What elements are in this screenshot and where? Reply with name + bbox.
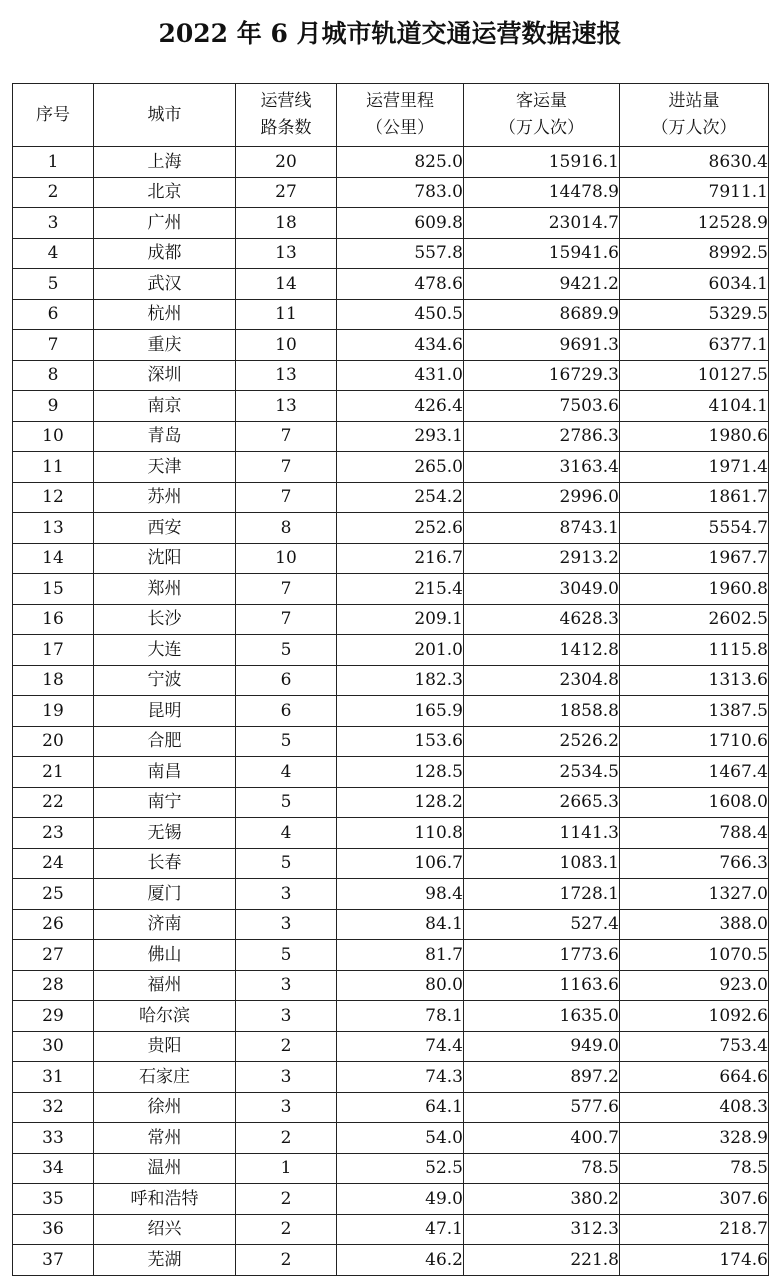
cell-passenger: 3049.0 bbox=[464, 574, 620, 605]
cell-city: 呼和浩特 bbox=[94, 1184, 236, 1215]
cell-city: 南昌 bbox=[94, 757, 236, 788]
cell-city: 哈尔滨 bbox=[94, 1001, 236, 1032]
table-row bbox=[13, 574, 769, 605]
cell-seq: 14 bbox=[13, 543, 94, 574]
cell-lines: 18 bbox=[236, 208, 337, 239]
cell-entry: 1115.8 bbox=[620, 635, 769, 666]
cell-passenger: 1728.1 bbox=[464, 879, 620, 910]
cell-city: 徐州 bbox=[94, 1092, 236, 1123]
cell-seq: 17 bbox=[13, 635, 94, 666]
cell-city: 北京 bbox=[94, 177, 236, 208]
cell-mileage: 128.5 bbox=[337, 757, 464, 788]
cell-city: 沈阳 bbox=[94, 543, 236, 574]
cell-seq: 19 bbox=[13, 696, 94, 727]
cell-seq: 7 bbox=[13, 330, 94, 361]
cell-lines: 8 bbox=[236, 513, 337, 544]
cell-entry: 12528.9 bbox=[620, 208, 769, 239]
cell-city: 温州 bbox=[94, 1153, 236, 1184]
cell-lines: 2 bbox=[236, 1031, 337, 1062]
cell-passenger: 2786.3 bbox=[464, 421, 620, 452]
cell-city: 重庆 bbox=[94, 330, 236, 361]
cell-lines: 5 bbox=[236, 848, 337, 879]
table-row bbox=[13, 1062, 769, 1093]
cell-entry: 753.4 bbox=[620, 1031, 769, 1062]
data-table bbox=[12, 83, 769, 1276]
cell-seq: 26 bbox=[13, 909, 94, 940]
cell-lines: 7 bbox=[236, 421, 337, 452]
cell-lines: 2 bbox=[236, 1245, 337, 1276]
cell-lines: 3 bbox=[236, 1092, 337, 1123]
header-lines bbox=[236, 84, 337, 147]
cell-seq: 11 bbox=[13, 452, 94, 483]
cell-seq: 6 bbox=[13, 299, 94, 330]
cell-passenger: 2534.5 bbox=[464, 757, 620, 788]
cell-lines: 13 bbox=[236, 238, 337, 269]
cell-city: 合肥 bbox=[94, 726, 236, 757]
cell-city: 青岛 bbox=[94, 421, 236, 452]
cell-seq: 28 bbox=[13, 970, 94, 1001]
cell-lines: 5 bbox=[236, 635, 337, 666]
cell-mileage: 64.1 bbox=[337, 1092, 464, 1123]
cell-seq: 36 bbox=[13, 1214, 94, 1245]
cell-entry: 1710.6 bbox=[620, 726, 769, 757]
cell-entry: 1971.4 bbox=[620, 452, 769, 483]
cell-lines: 3 bbox=[236, 1001, 337, 1032]
cell-lines: 3 bbox=[236, 879, 337, 910]
cell-passenger: 8743.1 bbox=[464, 513, 620, 544]
cell-passenger: 3163.4 bbox=[464, 452, 620, 483]
cell-passenger: 2996.0 bbox=[464, 482, 620, 513]
cell-lines: 6 bbox=[236, 665, 337, 696]
header-lines-line2: 路条数 bbox=[260, 118, 312, 138]
cell-city: 郑州 bbox=[94, 574, 236, 605]
cell-city: 常州 bbox=[94, 1123, 236, 1154]
cell-mileage: 254.2 bbox=[337, 482, 464, 513]
cell-lines: 7 bbox=[236, 482, 337, 513]
cell-passenger: 78.5 bbox=[464, 1153, 620, 1184]
cell-lines: 6 bbox=[236, 696, 337, 727]
cell-city: 上海 bbox=[94, 147, 236, 178]
cell-mileage: 165.9 bbox=[337, 696, 464, 727]
table-row bbox=[13, 482, 769, 513]
cell-mileage: 252.6 bbox=[337, 513, 464, 544]
cell-lines: 10 bbox=[236, 330, 337, 361]
header-mileage-line1: 运营里程 bbox=[366, 91, 434, 111]
cell-passenger: 221.8 bbox=[464, 1245, 620, 1276]
cell-passenger: 15941.6 bbox=[464, 238, 620, 269]
table-row bbox=[13, 208, 769, 239]
cell-passenger: 2526.2 bbox=[464, 726, 620, 757]
table-row bbox=[13, 604, 769, 635]
cell-seq: 4 bbox=[13, 238, 94, 269]
cell-mileage: 110.8 bbox=[337, 818, 464, 849]
cell-entry: 5329.5 bbox=[620, 299, 769, 330]
cell-entry: 1327.0 bbox=[620, 879, 769, 910]
cell-passenger: 2913.2 bbox=[464, 543, 620, 574]
cell-passenger: 8689.9 bbox=[464, 299, 620, 330]
cell-seq: 37 bbox=[13, 1245, 94, 1276]
cell-lines: 7 bbox=[236, 604, 337, 635]
cell-entry: 664.6 bbox=[620, 1062, 769, 1093]
cell-lines: 5 bbox=[236, 787, 337, 818]
cell-mileage: 209.1 bbox=[337, 604, 464, 635]
cell-entry: 328.9 bbox=[620, 1123, 769, 1154]
cell-lines: 3 bbox=[236, 970, 337, 1001]
cell-seq: 31 bbox=[13, 1062, 94, 1093]
cell-mileage: 49.0 bbox=[337, 1184, 464, 1215]
cell-lines: 2 bbox=[236, 1214, 337, 1245]
table-row bbox=[13, 391, 769, 422]
cell-passenger: 897.2 bbox=[464, 1062, 620, 1093]
cell-passenger: 4628.3 bbox=[464, 604, 620, 635]
cell-entry: 1313.6 bbox=[620, 665, 769, 696]
cell-mileage: 478.6 bbox=[337, 269, 464, 300]
table-row bbox=[13, 269, 769, 300]
cell-seq: 30 bbox=[13, 1031, 94, 1062]
cell-seq: 16 bbox=[13, 604, 94, 635]
cell-passenger: 400.7 bbox=[464, 1123, 620, 1154]
cell-mileage: 54.0 bbox=[337, 1123, 464, 1154]
cell-entry: 6377.1 bbox=[620, 330, 769, 361]
header-mileage-line2: （公里） bbox=[366, 118, 434, 138]
cell-lines: 20 bbox=[236, 147, 337, 178]
table-row bbox=[13, 147, 769, 178]
table-row bbox=[13, 1092, 769, 1123]
table-row bbox=[13, 818, 769, 849]
table-row bbox=[13, 665, 769, 696]
cell-mileage: 74.3 bbox=[337, 1062, 464, 1093]
cell-mileage: 426.4 bbox=[337, 391, 464, 422]
cell-passenger: 949.0 bbox=[464, 1031, 620, 1062]
header-mileage bbox=[337, 84, 464, 147]
cell-mileage: 825.0 bbox=[337, 147, 464, 178]
cell-lines: 13 bbox=[236, 360, 337, 391]
cell-lines: 3 bbox=[236, 909, 337, 940]
cell-city: 南宁 bbox=[94, 787, 236, 818]
cell-city: 芜湖 bbox=[94, 1245, 236, 1276]
cell-entry: 1980.6 bbox=[620, 421, 769, 452]
cell-passenger: 14478.9 bbox=[464, 177, 620, 208]
cell-mileage: 80.0 bbox=[337, 970, 464, 1001]
cell-entry: 2602.5 bbox=[620, 604, 769, 635]
cell-passenger: 7503.6 bbox=[464, 391, 620, 422]
cell-mileage: 215.4 bbox=[337, 574, 464, 605]
table-body bbox=[13, 147, 769, 1276]
table-row bbox=[13, 1184, 769, 1215]
table-row bbox=[13, 970, 769, 1001]
header-passenger bbox=[464, 84, 620, 147]
table-row bbox=[13, 848, 769, 879]
table-row bbox=[13, 696, 769, 727]
cell-mileage: 47.1 bbox=[337, 1214, 464, 1245]
cell-entry: 1070.5 bbox=[620, 940, 769, 971]
cell-passenger: 380.2 bbox=[464, 1184, 620, 1215]
cell-passenger: 1635.0 bbox=[464, 1001, 620, 1032]
cell-mileage: 609.8 bbox=[337, 208, 464, 239]
cell-passenger: 1773.6 bbox=[464, 940, 620, 971]
cell-lines: 5 bbox=[236, 940, 337, 971]
cell-mileage: 783.0 bbox=[337, 177, 464, 208]
cell-city: 南京 bbox=[94, 391, 236, 422]
cell-entry: 218.7 bbox=[620, 1214, 769, 1245]
cell-passenger: 23014.7 bbox=[464, 208, 620, 239]
cell-passenger: 312.3 bbox=[464, 1214, 620, 1245]
cell-lines: 1 bbox=[236, 1153, 337, 1184]
cell-mileage: 52.5 bbox=[337, 1153, 464, 1184]
cell-entry: 1387.5 bbox=[620, 696, 769, 727]
cell-passenger: 1083.1 bbox=[464, 848, 620, 879]
cell-entry: 6034.1 bbox=[620, 269, 769, 300]
cell-seq: 10 bbox=[13, 421, 94, 452]
table-row bbox=[13, 330, 769, 361]
cell-city: 无锡 bbox=[94, 818, 236, 849]
cell-passenger: 9421.2 bbox=[464, 269, 620, 300]
cell-mileage: 98.4 bbox=[337, 879, 464, 910]
header-passenger-line1: 客运量 bbox=[516, 91, 567, 111]
table-row bbox=[13, 513, 769, 544]
cell-passenger: 15916.1 bbox=[464, 147, 620, 178]
cell-seq: 27 bbox=[13, 940, 94, 971]
cell-mileage: 81.7 bbox=[337, 940, 464, 971]
cell-mileage: 431.0 bbox=[337, 360, 464, 391]
cell-seq: 25 bbox=[13, 879, 94, 910]
cell-seq: 5 bbox=[13, 269, 94, 300]
header-city: 城市 bbox=[94, 84, 236, 147]
cell-mileage: 182.3 bbox=[337, 665, 464, 696]
cell-mileage: 450.5 bbox=[337, 299, 464, 330]
cell-seq: 2 bbox=[13, 177, 94, 208]
cell-mileage: 128.2 bbox=[337, 787, 464, 818]
table-row bbox=[13, 1123, 769, 1154]
cell-entry: 408.3 bbox=[620, 1092, 769, 1123]
header-entry-line2: （万人次） bbox=[651, 118, 737, 138]
cell-mileage: 84.1 bbox=[337, 909, 464, 940]
cell-entry: 788.4 bbox=[620, 818, 769, 849]
cell-seq: 24 bbox=[13, 848, 94, 879]
cell-seq: 23 bbox=[13, 818, 94, 849]
cell-entry: 5554.7 bbox=[620, 513, 769, 544]
cell-city: 武汉 bbox=[94, 269, 236, 300]
cell-seq: 34 bbox=[13, 1153, 94, 1184]
cell-seq: 3 bbox=[13, 208, 94, 239]
table-row bbox=[13, 1245, 769, 1276]
table-row bbox=[13, 543, 769, 574]
cell-lines: 11 bbox=[236, 299, 337, 330]
cell-lines: 5 bbox=[236, 726, 337, 757]
table-row bbox=[13, 177, 769, 208]
cell-mileage: 46.2 bbox=[337, 1245, 464, 1276]
cell-passenger: 16729.3 bbox=[464, 360, 620, 391]
table-row bbox=[13, 360, 769, 391]
cell-mileage: 265.0 bbox=[337, 452, 464, 483]
cell-city: 天津 bbox=[94, 452, 236, 483]
header-entry-line1: 进站量 bbox=[668, 91, 720, 111]
cell-seq: 29 bbox=[13, 1001, 94, 1032]
cell-lines: 4 bbox=[236, 818, 337, 849]
table-row bbox=[13, 1031, 769, 1062]
cell-seq: 8 bbox=[13, 360, 94, 391]
cell-mileage: 153.6 bbox=[337, 726, 464, 757]
cell-entry: 923.0 bbox=[620, 970, 769, 1001]
table-row bbox=[13, 452, 769, 483]
cell-city: 贵阳 bbox=[94, 1031, 236, 1062]
cell-entry: 388.0 bbox=[620, 909, 769, 940]
cell-passenger: 1412.8 bbox=[464, 635, 620, 666]
page-title: 2022 年 6 月城市轨道交通运营数据速报 bbox=[158, 19, 622, 48]
header-seq: 序号 bbox=[13, 84, 94, 147]
cell-passenger: 1163.6 bbox=[464, 970, 620, 1001]
cell-seq: 15 bbox=[13, 574, 94, 605]
cell-entry: 1861.7 bbox=[620, 482, 769, 513]
cell-entry: 1092.6 bbox=[620, 1001, 769, 1032]
cell-seq: 33 bbox=[13, 1123, 94, 1154]
cell-entry: 1960.8 bbox=[620, 574, 769, 605]
cell-entry: 7911.1 bbox=[620, 177, 769, 208]
table-row bbox=[13, 238, 769, 269]
cell-lines: 2 bbox=[236, 1123, 337, 1154]
cell-mileage: 434.6 bbox=[337, 330, 464, 361]
cell-city: 济南 bbox=[94, 909, 236, 940]
cell-city: 苏州 bbox=[94, 482, 236, 513]
header-passenger-line2: （万人次） bbox=[499, 118, 584, 138]
cell-lines: 2 bbox=[236, 1184, 337, 1215]
header-lines-line1: 运营线 bbox=[260, 91, 312, 111]
cell-seq: 35 bbox=[13, 1184, 94, 1215]
cell-seq: 12 bbox=[13, 482, 94, 513]
cell-seq: 18 bbox=[13, 665, 94, 696]
cell-passenger: 1141.3 bbox=[464, 818, 620, 849]
cell-lines: 7 bbox=[236, 452, 337, 483]
table-row bbox=[13, 299, 769, 330]
cell-entry: 8992.5 bbox=[620, 238, 769, 269]
cell-lines: 3 bbox=[236, 1062, 337, 1093]
cell-entry: 307.6 bbox=[620, 1184, 769, 1215]
header-entry bbox=[620, 84, 769, 147]
cell-mileage: 216.7 bbox=[337, 543, 464, 574]
cell-entry: 1967.7 bbox=[620, 543, 769, 574]
cell-mileage: 74.4 bbox=[337, 1031, 464, 1062]
cell-seq: 32 bbox=[13, 1092, 94, 1123]
cell-mileage: 201.0 bbox=[337, 635, 464, 666]
cell-mileage: 293.1 bbox=[337, 421, 464, 452]
cell-entry: 174.6 bbox=[620, 1245, 769, 1276]
table-row bbox=[13, 940, 769, 971]
cell-city: 成都 bbox=[94, 238, 236, 269]
cell-city: 杭州 bbox=[94, 299, 236, 330]
cell-passenger: 577.6 bbox=[464, 1092, 620, 1123]
cell-lines: 14 bbox=[236, 269, 337, 300]
cell-seq: 1 bbox=[13, 147, 94, 178]
cell-seq: 20 bbox=[13, 726, 94, 757]
cell-city: 深圳 bbox=[94, 360, 236, 391]
cell-seq: 9 bbox=[13, 391, 94, 422]
cell-passenger: 9691.3 bbox=[464, 330, 620, 361]
table-row bbox=[13, 879, 769, 910]
cell-entry: 4104.1 bbox=[620, 391, 769, 422]
cell-city: 昆明 bbox=[94, 696, 236, 727]
table-row bbox=[13, 1214, 769, 1245]
cell-city: 绍兴 bbox=[94, 1214, 236, 1245]
cell-city: 广州 bbox=[94, 208, 236, 239]
cell-seq: 22 bbox=[13, 787, 94, 818]
cell-city: 长春 bbox=[94, 848, 236, 879]
table-row bbox=[13, 726, 769, 757]
cell-city: 福州 bbox=[94, 970, 236, 1001]
table-row bbox=[13, 757, 769, 788]
cell-seq: 13 bbox=[13, 513, 94, 544]
table-row bbox=[13, 635, 769, 666]
cell-mileage: 106.7 bbox=[337, 848, 464, 879]
cell-entry: 1608.0 bbox=[620, 787, 769, 818]
cell-passenger: 527.4 bbox=[464, 909, 620, 940]
cell-entry: 8630.4 bbox=[620, 147, 769, 178]
table-row bbox=[13, 909, 769, 940]
cell-city: 佛山 bbox=[94, 940, 236, 971]
cell-city: 厦门 bbox=[94, 879, 236, 910]
cell-lines: 4 bbox=[236, 757, 337, 788]
cell-entry: 766.3 bbox=[620, 848, 769, 879]
table-row bbox=[13, 421, 769, 452]
cell-lines: 13 bbox=[236, 391, 337, 422]
table-row bbox=[13, 1153, 769, 1184]
cell-mileage: 78.1 bbox=[337, 1001, 464, 1032]
cell-lines: 10 bbox=[236, 543, 337, 574]
cell-city: 石家庄 bbox=[94, 1062, 236, 1093]
cell-city: 西安 bbox=[94, 513, 236, 544]
cell-seq: 21 bbox=[13, 757, 94, 788]
cell-passenger: 2304.8 bbox=[464, 665, 620, 696]
table-row bbox=[13, 787, 769, 818]
header-row bbox=[13, 84, 769, 147]
cell-city: 长沙 bbox=[94, 604, 236, 635]
cell-city: 宁波 bbox=[94, 665, 236, 696]
cell-entry: 1467.4 bbox=[620, 757, 769, 788]
cell-city: 大连 bbox=[94, 635, 236, 666]
cell-lines: 7 bbox=[236, 574, 337, 605]
cell-mileage: 557.8 bbox=[337, 238, 464, 269]
cell-entry: 78.5 bbox=[620, 1153, 769, 1184]
cell-entry: 10127.5 bbox=[620, 360, 769, 391]
cell-passenger: 2665.3 bbox=[464, 787, 620, 818]
cell-lines: 27 bbox=[236, 177, 337, 208]
cell-passenger: 1858.8 bbox=[464, 696, 620, 727]
table-row bbox=[13, 1001, 769, 1032]
